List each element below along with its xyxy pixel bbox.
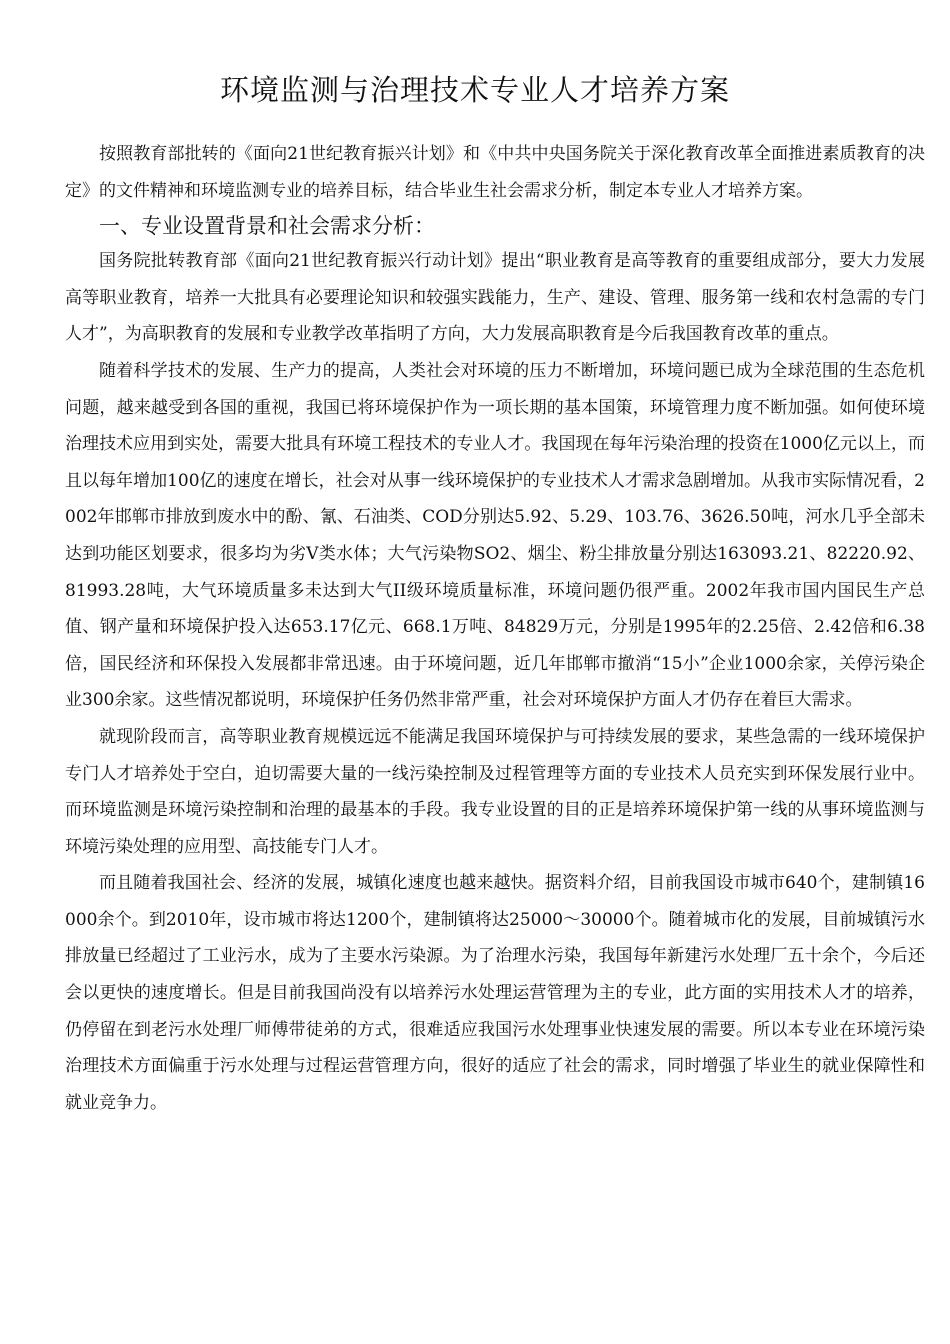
body-paragraph: 而且随着我国社会、经济的发展，城镇化速度也越来越快。据资料介绍，目前我国设市城市640个，建制镇16000余个。到2010年，设市城市将达1200个，建制镇将达25000～30000个。随着城市化的发展，目前城镇污水排放量已经超过了工业污水，成为了主要水污染源。为了治理水污染，我国每年新建污水处理厂五十余个，今后还会以更快的速度增长。但是目前我国尚没有以培养污水处理运营管理为主的专业，此方面的实用技术人才的培养，仍停留在到老污水处理厂师傅带徒弟的方式，很难适应我国污水处理事业快速发展的需要。所以本专业在环境污染治理技术方面偏重于污水处理与过程运营管理方向，很好的适应了社会的需求，同时增强了毕业生的就业保障性和就业竞争力。 (65, 873, 925, 1113)
document-body (65, 136, 925, 1121)
body-paragraph: 随着科学技术的发展、生产力的提高，人类社会对环境的压力不断增加，环境问题已成为全球范围的生态危机问题，越来越受到各国的重视，我国已将环境保护作为一项长期的基本国策，环境管理力度不断加强。如何使环境治理技术应用到实处，需要大批具有环境工程技术的专业人才。我国现在每年污染治理的投资在1000亿元以上，而且以每年增加100亿的速度在增长，社会对从事一线环境保护的专业技术人才需求急剧增加。从我市实际情况看，2002年邯郸市排放到废水中的酚、氰、石油类、COD分别达5.92、5.29、103.76、3626.50吨，河水几乎全部未达到功能区划要求，很多均为劣V类水体；大气污染物SO2、烟尘、粉尘排放量分别达163093.21、82220.92、81993.28吨，大气环境质量多未达到大气II级环境质量标准，环境问题仍很严重。2002年我市国内国民生产总值、钢产量和环境保护投入达653.17亿元、668.1万吨、84829万元，分别是1995年的2.25倍、2.42倍和6.38倍，国民经济和环保投入发展都非常迅速。由于环境问题，近几年邯郸市撤消“15小”企业1000余家，关停污染企业300余家。这些情况都说明，环境保护任务仍然非常严重，社会对环境保护方面人才仍存在着巨大需求。 (65, 360, 925, 711)
document-title: 环境监测与治理技术专业人才培养方案 (219, 73, 730, 107)
body-paragraph: 就现阶段而言，高等职业教育规模远远不能满足我国环境保护与可持续发展的要求，某些急需的一线环境保护专门人才培养处于空白，迫切需要大量的一线污染控制及过程管理等方面的专业技术人员充实到环保发展行业中。而环境监测是环境污染控制和治理的最基本的手段。我专业设置的目的正是培养环境保护第一线的从事环境监测与环境污染处理的应用型、高技能专门人才。 (65, 726, 925, 857)
body-paragraph: 国务院批转教育部《面向21世纪教育振兴行动计划》提出“职业教育是高等教育的重要组成部分，要大力发展高等职业教育，培养一大批具有必要理论知识和较强实践能力，生产、建设、管理、服务第一线和农村急需的专门人才”，为高职教育的发展和专业教学改革指明了方向，大力发展高职教育是今后我国教育改革的重点。 (65, 251, 925, 345)
intro-paragraph: 按照教育部批转的《面向21世纪教育振兴计划》和《中共中央国务院关于深化教育改革全面推进素质教育的决定》的文件精神和环境监测专业的培养目标，结合毕业生社会需求分析，制定本专业人才培养方案。 (65, 144, 925, 201)
section-heading: 一、专业设置背景和社会需求分析： (99, 214, 435, 239)
